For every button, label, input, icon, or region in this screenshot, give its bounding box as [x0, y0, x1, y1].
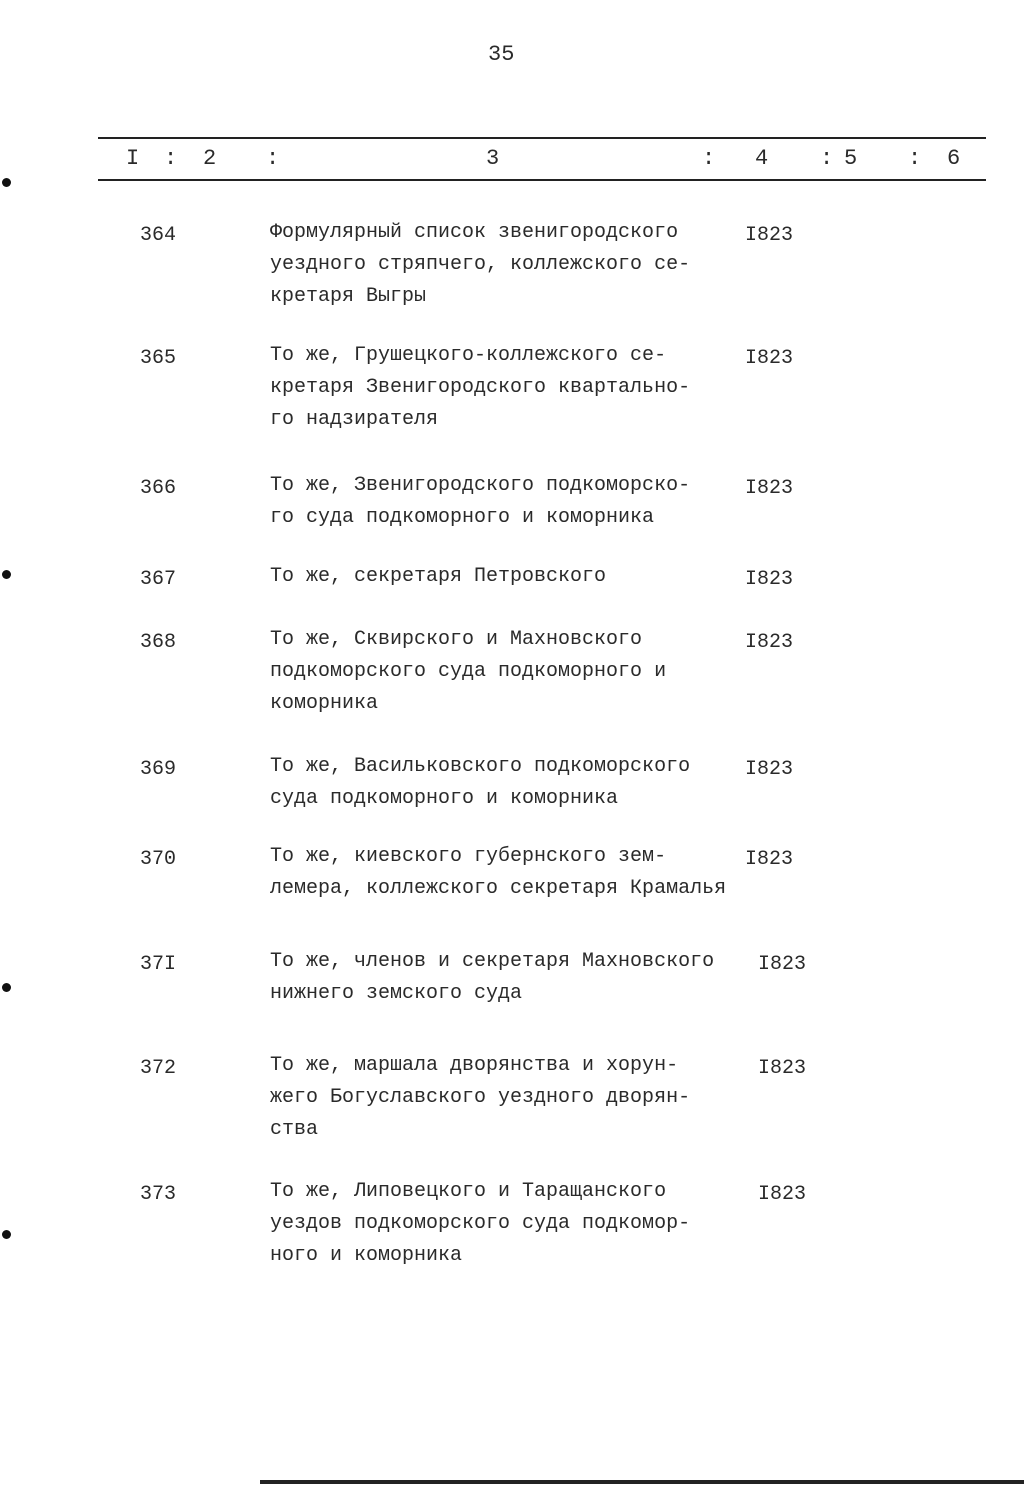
- description-line: го суда подкоморного и коморника: [270, 506, 655, 529]
- description-line: жего Богуславского уездного дворян-: [270, 1086, 691, 1109]
- column-header: 2: [203, 146, 217, 171]
- column-separator: :: [266, 146, 280, 171]
- item-year: I823: [745, 347, 794, 370]
- item-year: I823: [745, 758, 794, 781]
- item-number: 372: [140, 1057, 177, 1080]
- item-description: [270, 561, 750, 593]
- item-year: I823: [758, 1057, 807, 1080]
- item-description: [270, 340, 750, 436]
- item-number: 368: [140, 631, 177, 654]
- binder-hole: [2, 983, 11, 992]
- description-line: лемера, коллежского секретаря Крамалья: [270, 877, 727, 900]
- bottom-rule: [260, 1480, 1024, 1484]
- item-year: I823: [745, 848, 794, 871]
- description-line: То же, Васильковского подкоморского: [270, 755, 691, 778]
- item-number: 365: [140, 347, 177, 370]
- column-separator: :: [702, 146, 716, 171]
- column-separator: :: [908, 146, 922, 171]
- column-header: I: [126, 146, 140, 171]
- column-header: 6: [947, 146, 961, 171]
- item-description: [270, 217, 750, 313]
- item-description: [270, 841, 750, 905]
- item-description: [270, 751, 750, 815]
- item-number: 370: [140, 848, 177, 871]
- description-line: нижнего земского суда: [270, 982, 523, 1005]
- column-header: 5: [844, 146, 858, 171]
- item-number: 37I: [140, 953, 177, 976]
- column-separator: :: [164, 146, 178, 171]
- binder-hole: [2, 570, 11, 579]
- item-number: 367: [140, 568, 177, 591]
- item-description: [270, 624, 750, 720]
- description-line: То же, маршала дворянства и хорун-: [270, 1054, 679, 1077]
- description-line: уездов подкоморского суда подкомор-: [270, 1212, 691, 1235]
- item-number: 366: [140, 477, 177, 500]
- item-number: 364: [140, 224, 177, 247]
- column-separator: :: [820, 146, 834, 171]
- description-line: кретаря Выгры: [270, 285, 427, 308]
- description-line: То же, Грушецкого-коллежского се-: [270, 344, 667, 367]
- item-number: 369: [140, 758, 177, 781]
- binder-hole: [2, 178, 11, 187]
- item-year: I823: [758, 1183, 807, 1206]
- item-description: [270, 946, 750, 1010]
- item-year: I823: [745, 568, 794, 591]
- item-description: [270, 1050, 750, 1146]
- description-line: уездного стряпчего, коллежского се-: [270, 253, 691, 276]
- binder-hole: [2, 1230, 11, 1239]
- description-line: суда подкоморного и коморника: [270, 787, 619, 810]
- description-line: То же, киевского губернского зем-: [270, 845, 667, 868]
- description-line: подкоморского суда подкоморного и: [270, 660, 667, 683]
- item-year: I823: [758, 953, 807, 976]
- page-number: 35: [488, 42, 515, 67]
- item-year: I823: [745, 477, 794, 500]
- description-line: Формулярный список звенигородского: [270, 221, 679, 244]
- header-top-rule: [98, 137, 986, 139]
- item-year: I823: [745, 224, 794, 247]
- item-year: I823: [745, 631, 794, 654]
- description-line: То же, Липовецкого и Таращанского: [270, 1180, 667, 1203]
- description-line: То же, секретаря Петровского: [270, 565, 607, 588]
- description-line: кретаря Звенигородского квартально-: [270, 376, 691, 399]
- column-header: 3: [486, 146, 500, 171]
- description-line: коморника: [270, 692, 379, 715]
- item-description: [270, 470, 750, 534]
- column-header: 4: [755, 146, 769, 171]
- item-number: 373: [140, 1183, 177, 1206]
- description-line: ного и коморника: [270, 1244, 463, 1267]
- description-line: ства: [270, 1118, 319, 1141]
- item-description: [270, 1176, 750, 1272]
- description-line: То же, Сквирского и Махновского: [270, 628, 643, 651]
- description-line: То же, Звенигородского подкоморско-: [270, 474, 691, 497]
- description-line: го надзирателя: [270, 408, 439, 431]
- header-bottom-rule: [98, 179, 986, 181]
- description-line: То же, членов и секретаря Махновского: [270, 950, 715, 973]
